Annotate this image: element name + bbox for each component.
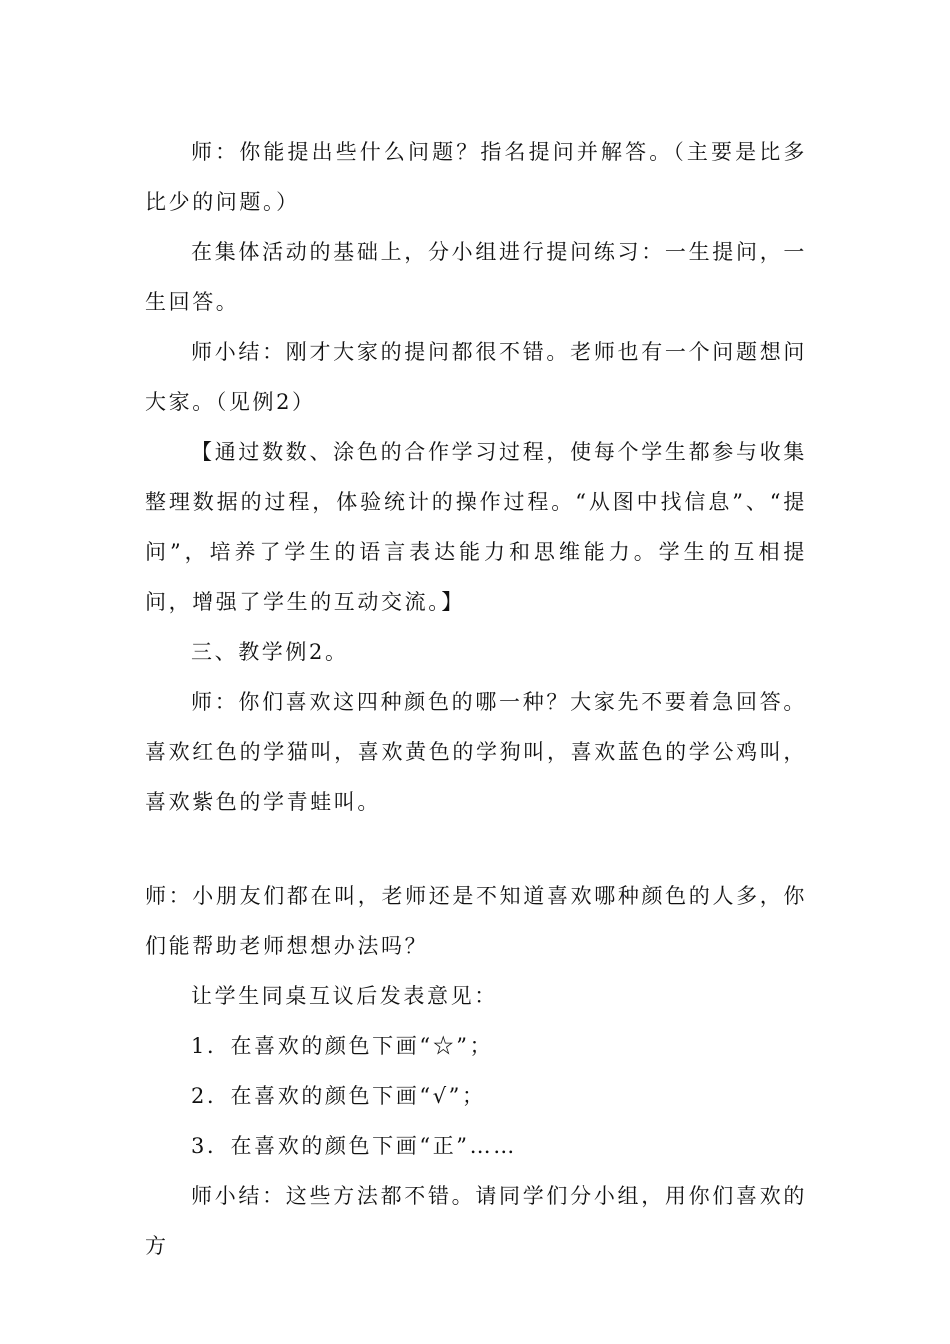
paragraph-commentary: 【通过数数、涂色的合作学习过程，使每个学生都参与收集整理数据的过程，体验统计的操作过程。“从图中找信息”、“提问”，培养了学生的语言表达能力和思维能力。学生的互相提问，增强了学生的互动交流。】: [145, 440, 807, 614]
list-item-check: 2．在喜欢的颜色下画“√”；: [191, 1084, 486, 1108]
paragraph-teacher-help: 师：小朋友们都在叫，老师还是不知道喜欢哪种颜色的人多，你们能帮助老师想想办法吗？: [145, 884, 807, 958]
text-block-bottom: [145, 871, 807, 1271]
paragraph-teacher-question: 师：你能提出些什么问题？指名提问并解答。（主要是比多比少的问题。）: [145, 140, 807, 214]
list-item-star: 1．在喜欢的颜色下画“☆”；: [191, 1034, 494, 1058]
list-item-zheng: 3．在喜欢的颜色下画“正”……: [191, 1134, 517, 1158]
paragraph-section-heading: 三、教学例2。: [191, 640, 349, 664]
paragraph-teacher-final: 师小结：这些方法都不错。请同学们分小组，用你们喜欢的方: [145, 1184, 807, 1258]
paragraph-discussion: 让学生同桌互议后发表意见：: [191, 984, 498, 1008]
paragraph-teacher-summary: 师小结：刚才大家的提问都很不错。老师也有一个问题想问大家。（见例2）: [145, 340, 807, 414]
paragraph-group-practice: 在集体活动的基础上，分小组进行提问练习：一生提问，一生回答。: [145, 240, 807, 314]
text-block-top: [145, 127, 807, 827]
paragraph-teacher-colors: 师：你们喜欢这四种颜色的哪一种？大家先不要着急回答。喜欢红色的学猫叫，喜欢黄色的学狗叫，喜欢蓝色的学公鸡叫，喜欢紫色的学青蛙叫。: [145, 690, 807, 814]
